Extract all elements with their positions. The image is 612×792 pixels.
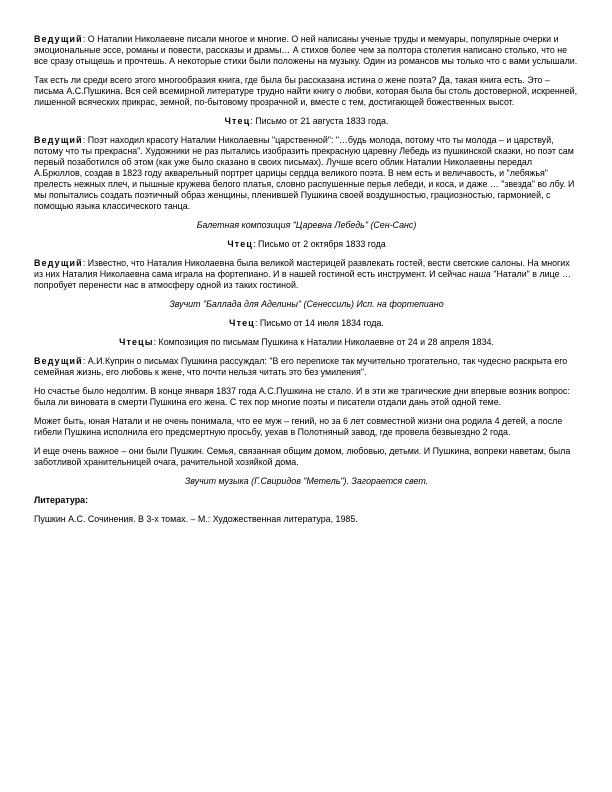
paragraph-text: : Известно, что Наталия Николаевна была великой мастерицей развлекать гостей, вести светские салоны. На многих из них Наталия Николаевна сама играла на фортепиано. И в нашей гостиной есть инструмент. И сейчас bbox=[34, 258, 570, 279]
paragraph-text: : Письмо от 14 июля 1834 года. bbox=[254, 318, 384, 328]
document-page bbox=[34, 34, 579, 533]
paragraph-kuprin bbox=[34, 356, 579, 378]
paragraph-letters: Так есть ли среди всего этого многообразия книга, где была бы рассказана истина о жене поэта? Да, такая книга есть. Это – письма А.С.Пушкина. Вся сей всемирной литературе трудно найти книгу о любви, которая была бы столь достоверной, искренней, лишенной всяческих прикрас, земной, по-бытовому прозрачной и, вместе с тем, достигающей божественных высот. bbox=[34, 75, 578, 107]
stage-direction-ballad: Звучит "Баллада для Аделины" (Сенессиль) Исп. на фортепиано bbox=[169, 299, 444, 309]
paragraph-text: : Композиция по письмам Пушкина к Наталии Николаевне от 24 и 28 апреля 1834. bbox=[153, 337, 494, 347]
paragraph-readers-composition bbox=[34, 337, 579, 348]
stage-direction-ballet: Балетная композиция "Царевна Лебедь" (Сен-Санс) bbox=[196, 220, 417, 230]
paragraph-text: : О Наталии Николаевне писали многое и многие. О ней написаны ученые труды и мемуары, популярные очерки и эмоциональные эссе, романы и повести, рассказы и драмы… А стихов более чем за полтора столетия написано столько, что не все сразу отыщешь и прочтешь. А некоторые стихи были положены на музыку. Один из романсов мы только что с вами услышали. bbox=[34, 34, 578, 66]
paragraph-text: "Натали" в лице … попробует перенести нас в атмосферу одной из таких гостиной. bbox=[34, 269, 571, 290]
speaker-label: Чтец bbox=[224, 116, 251, 126]
speaker-label: Чтец bbox=[227, 239, 254, 249]
speaker-label: Чтецы bbox=[119, 337, 154, 347]
paragraph-text: : Письмо от 2 октября 1833 года bbox=[253, 239, 386, 249]
speaker-label: Ведущий bbox=[34, 356, 83, 366]
paragraph-beauty bbox=[34, 135, 579, 212]
paragraph-text: : Письмо от 21 августа 1833 года. bbox=[250, 116, 389, 126]
paragraph-natali: Может быть, юная Натали и не очень понимала, что ее муж – гений, но за 6 лет совместной жизни она родила 4 детей, а после гибели Пушкина исполнила его предсмертную просьбу, уехав в Полотняный завод, где провела безвыездно 2 года. bbox=[34, 416, 563, 437]
paragraph-reader-letter-2 bbox=[34, 239, 579, 250]
paragraph-reader-letter-3 bbox=[34, 318, 579, 329]
speaker-label: Ведущий bbox=[34, 135, 83, 145]
speaker-label: Ведущий bbox=[34, 258, 83, 268]
speaker-label: Чтец bbox=[229, 318, 255, 328]
paragraph-reader-letter-1 bbox=[34, 116, 579, 127]
paragraph-text: : Поэт находил красоту Наталии Николаевны "царственной": "…будь молода, потому что ты молода – и царствуй, потому что ты прекрасна". Художники не раз пытались изобразить прекрасную царевну Лебедь из пушкинской сказки, но поэт сам первый позаботился об этом (как уже было сказано в своих письмах). Лучше всего облик Наталии Николаевны передал А.Брюллов, создав в 1823 году акварельный портрет царицы сердца великого поэта. В нем есть и величавость, и "лебяжья" прелесть нежных плеч, и пышные кружева белого платья, словно распушенные перья лебеди, и коса, и даже … "звезда" во лбу. И мы попытались создать поэтичный образ женщины, пленившей Пушкина своей воздушностью, грациозностью, гармонией, с помощью языка классического танца. bbox=[34, 135, 575, 211]
stage-direction-music: Звучит музыка (Г.Свиридов "Метель"). Загорается свет. bbox=[184, 476, 429, 486]
paragraph-intro bbox=[34, 34, 579, 67]
emphasis-text: наша bbox=[468, 269, 491, 279]
paragraph-salon bbox=[34, 258, 579, 291]
paragraph-happiness: Но счастье было недолгим. В конце января 1837 года А.С.Пушкина не стало. И в эти же трагические дни впервые возник вопрос: была ли виновата в смерти Пушкина его жена. С тех пор многие поэты и писатели отдали дань этой одной теме. bbox=[34, 386, 570, 407]
paragraph-text: : А.И.Куприн о письмах Пушкина рассуждал: "В его переписке так мучительно трогательно, так чудесно раскрыта его семейная жизнь, его любовь к жене, что почти нельзя читать это без умиления". bbox=[34, 356, 568, 377]
paragraph-family: И еще очень важное – они были Пушкин. Семья, связанная общим домом, любовью, детьми. И Пушкина, вопреки наветам, была заботливой хранительницей очага, рачительной хозяйкой дома. bbox=[34, 446, 571, 467]
literature-heading: Литература: bbox=[34, 495, 89, 505]
speaker-label: Ведущий bbox=[34, 34, 83, 44]
literature-item: Пушкин А.С. Сочинения. В 3-х томах. – М.: Художественная литература, 1985. bbox=[34, 514, 358, 524]
